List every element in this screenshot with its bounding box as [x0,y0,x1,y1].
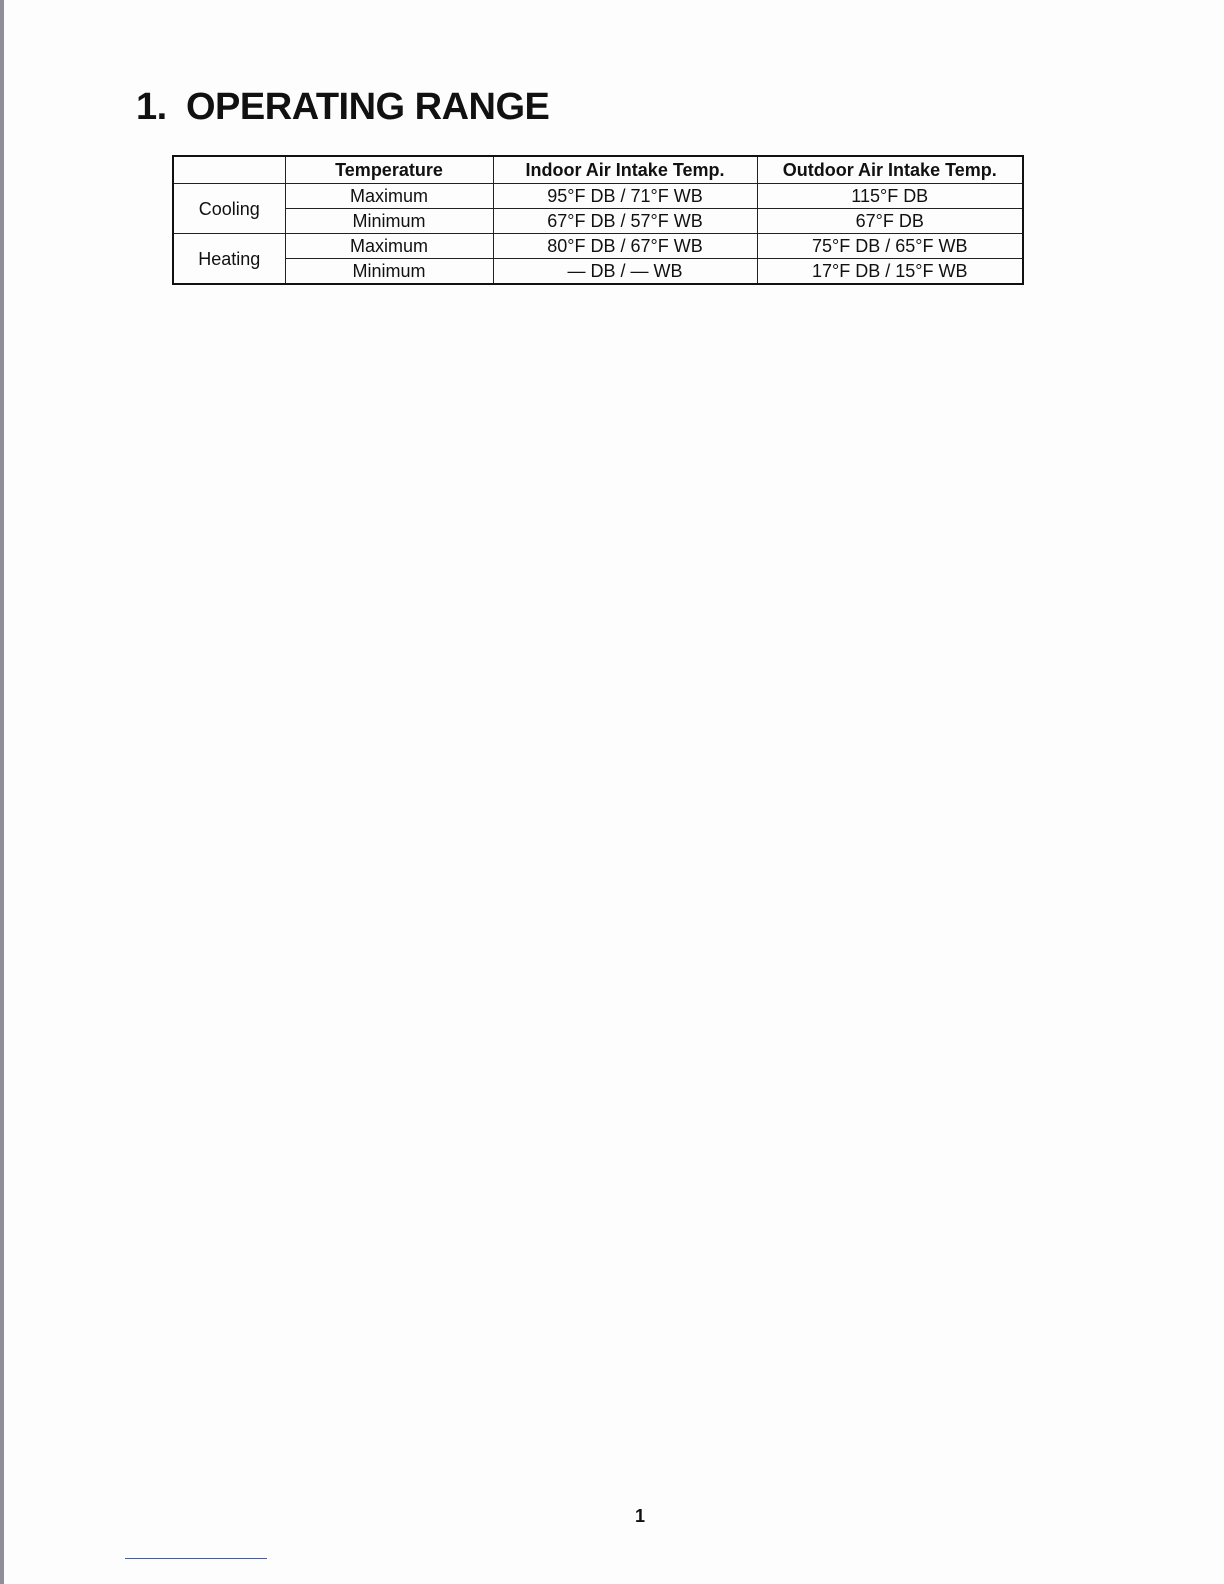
mode-heating: Heating [173,234,285,285]
section-title: OPERATING RANGE [186,86,550,128]
operating-range-table [172,155,1024,285]
header-outdoor: Outdoor Air Intake Temp. [757,156,1023,184]
cell-outdoor: 67°F DB [757,209,1023,234]
cell-temperature: Maximum [285,234,493,259]
cell-indoor: 80°F DB / 67°F WB [493,234,757,259]
table-row [173,209,1023,234]
cell-outdoor: 17°F DB / 15°F WB [757,259,1023,285]
table-row [173,234,1023,259]
cell-indoor: 95°F DB / 71°F WB [493,184,757,209]
header-temperature: Temperature [285,156,493,184]
cell-temperature: Minimum [285,209,493,234]
cell-indoor: 67°F DB / 57°F WB [493,209,757,234]
footer-rule [125,1558,267,1559]
table-header-row [173,156,1023,184]
cell-temperature: Minimum [285,259,493,285]
header-indoor: Indoor Air Intake Temp. [493,156,757,184]
section-number: 1. [136,86,167,128]
cell-temperature: Maximum [285,184,493,209]
mode-cooling: Cooling [173,184,285,234]
page-number: 1 [634,1506,645,1526]
section-heading [136,86,549,129]
table-row [173,259,1023,285]
cell-outdoor: 75°F DB / 65°F WB [757,234,1023,259]
header-blank [173,156,285,184]
cell-outdoor: 115°F DB [757,184,1023,209]
table-row [173,184,1023,209]
page-edge [0,0,4,1584]
cell-indoor: — DB / — WB [493,259,757,285]
